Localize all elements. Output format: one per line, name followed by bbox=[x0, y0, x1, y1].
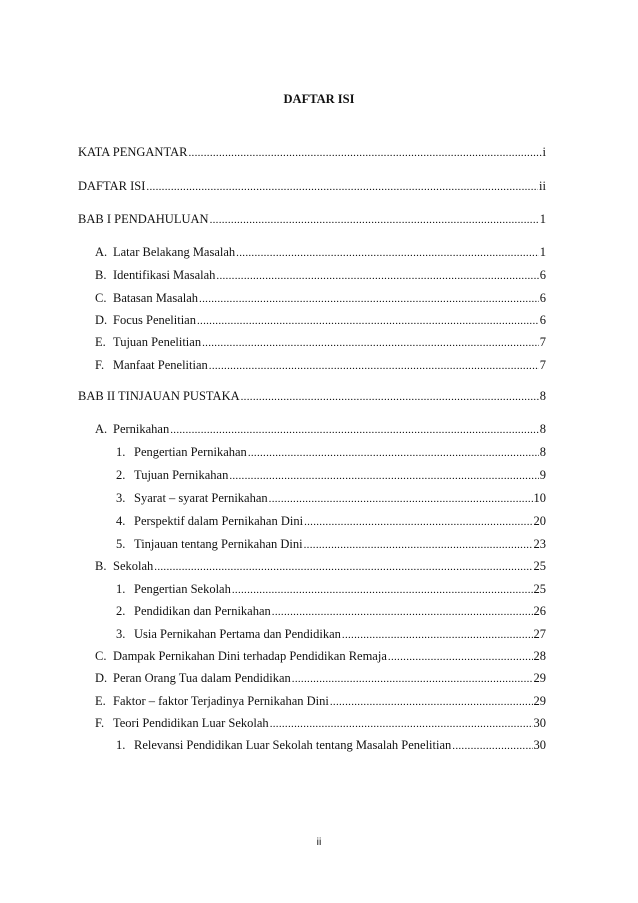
toc-entry-label: Pendidikan dan Pernikahan bbox=[134, 604, 271, 618]
toc-entry-page: 28 bbox=[533, 649, 546, 663]
toc-entry-page: 30 bbox=[533, 716, 546, 730]
page-number: ii bbox=[316, 836, 322, 848]
toc-entry-number: A. bbox=[95, 422, 108, 436]
toc-entry-label: Pernikahan bbox=[113, 422, 170, 436]
toc-entry-number: C. bbox=[95, 291, 107, 305]
toc-entry-label: Latar Belakang Masalah bbox=[113, 245, 236, 259]
toc-dot-leader bbox=[229, 469, 538, 484]
toc-entry-page: 29 bbox=[533, 671, 546, 685]
toc-entry bbox=[116, 491, 546, 507]
toc-dot-leader bbox=[236, 246, 539, 261]
toc-entry-number: 5. bbox=[116, 537, 126, 551]
toc-dot-leader bbox=[209, 359, 539, 374]
toc-entry bbox=[95, 422, 546, 438]
toc-entry-label: Pengertian Sekolah bbox=[134, 582, 231, 596]
toc-entry bbox=[78, 179, 546, 195]
toc-dot-leader bbox=[269, 492, 533, 507]
toc-entry-label: Teori Pendidikan Luar Sekolah bbox=[113, 716, 269, 730]
toc-dot-leader bbox=[197, 314, 539, 329]
toc-entry bbox=[95, 694, 546, 710]
toc-entry bbox=[95, 313, 546, 329]
toc-entry-label: Syarat – syarat Pernikahan bbox=[134, 491, 268, 505]
toc-entry-page: 7 bbox=[539, 335, 546, 349]
toc-dot-leader bbox=[388, 650, 533, 665]
toc-entry-page: 8 bbox=[539, 445, 546, 459]
toc-entry-page: 6 bbox=[539, 313, 546, 327]
toc-entry bbox=[116, 738, 546, 754]
toc-dot-leader bbox=[146, 180, 538, 195]
toc-entry-label: KATA PENGANTAR bbox=[78, 145, 188, 159]
toc-entry-number: 3. bbox=[116, 491, 126, 505]
toc-entry-label: Identifikasi Masalah bbox=[113, 268, 216, 282]
toc-entry-page: 1 bbox=[539, 245, 546, 259]
toc-entry bbox=[116, 604, 546, 620]
toc-entry bbox=[116, 514, 546, 530]
toc-entry-number: C. bbox=[95, 649, 107, 663]
toc-entry-page: 1 bbox=[539, 212, 546, 226]
toc-entry-number: B. bbox=[95, 268, 107, 282]
toc-entry bbox=[116, 537, 546, 553]
toc-entry bbox=[116, 582, 546, 598]
toc-entry-page: 23 bbox=[533, 537, 546, 551]
toc-entry-page: 26 bbox=[533, 604, 546, 618]
toc-entry bbox=[95, 335, 546, 351]
toc-entry bbox=[78, 145, 546, 161]
toc-dot-leader bbox=[216, 269, 538, 284]
toc-entry bbox=[116, 445, 546, 461]
toc-entry-page: 7 bbox=[539, 358, 546, 372]
toc-entry-number: 1. bbox=[116, 738, 126, 752]
toc-dot-leader bbox=[292, 672, 533, 687]
toc-entry-label: BAB II TINJAUAN PUSTAKA bbox=[78, 389, 240, 403]
toc-entry-label: Manfaat Penelitian bbox=[113, 358, 208, 372]
toc-entry bbox=[95, 649, 546, 665]
toc-entry-number: 1. bbox=[116, 445, 126, 459]
toc-entry-page: i bbox=[542, 145, 546, 159]
toc-dot-leader bbox=[232, 583, 533, 598]
toc-entry-page: 6 bbox=[539, 291, 546, 305]
toc-entry-page: ii bbox=[539, 179, 546, 193]
toc-entry-label: Relevansi Pendidikan Luar Sekolah tentang Masalah Penelitian bbox=[134, 738, 452, 752]
toc-entry-number: E. bbox=[95, 335, 106, 349]
toc-dot-leader bbox=[342, 628, 533, 643]
toc-entry-number: 3. bbox=[116, 627, 126, 641]
toc-entry-page: 20 bbox=[533, 514, 546, 528]
toc-entry-label: Dampak Pernikahan Dini terhadap Pendidikan Remaja bbox=[113, 649, 387, 663]
toc-entry-number: 2. bbox=[116, 468, 126, 482]
toc-entry-page: 27 bbox=[533, 627, 546, 641]
toc-entry-label: Focus Penelitian bbox=[113, 313, 196, 327]
toc-dot-leader bbox=[199, 292, 539, 307]
toc-entry-label: Perspektif dalam Pernikahan Dini bbox=[134, 514, 304, 528]
toc-entry bbox=[116, 627, 546, 643]
toc-entry-label: Faktor – faktor Terjadinya Pernikahan Dini bbox=[113, 694, 329, 708]
toc-dot-leader bbox=[272, 605, 533, 620]
toc-dot-leader bbox=[452, 739, 532, 754]
toc-entry-label: Sekolah bbox=[113, 559, 154, 573]
toc-dot-leader bbox=[241, 390, 539, 405]
toc-entry-label: Tinjauan tentang Pernikahan Dini bbox=[134, 537, 303, 551]
toc-entry-label: Peran Orang Tua dalam Pendidikan bbox=[113, 671, 291, 685]
toc-dot-leader bbox=[210, 213, 539, 228]
toc-entry-number: 2. bbox=[116, 604, 126, 618]
toc-entry-label: DAFTAR ISI bbox=[78, 179, 146, 193]
toc-entry bbox=[95, 291, 546, 307]
toc-entry bbox=[95, 245, 546, 261]
toc-dot-leader bbox=[248, 446, 539, 461]
toc-entry-page: 8 bbox=[539, 422, 546, 436]
toc-entry bbox=[78, 389, 546, 405]
toc-entry-number: E. bbox=[95, 694, 106, 708]
toc-entry-page: 9 bbox=[539, 468, 546, 482]
toc-entry-label: BAB I PENDAHULUAN bbox=[78, 212, 209, 226]
toc-entry-page: 25 bbox=[533, 559, 546, 573]
toc-entry-label: Tujuan Pernikahan bbox=[134, 468, 229, 482]
toc-entry-page: 29 bbox=[533, 694, 546, 708]
toc-entry-number: A. bbox=[95, 245, 108, 259]
toc-entry bbox=[95, 671, 546, 687]
toc-entry-number: F. bbox=[95, 358, 105, 372]
toc-entry bbox=[116, 468, 546, 484]
toc-entry bbox=[95, 559, 546, 575]
toc-entry-page: 30 bbox=[533, 738, 546, 752]
toc-entry bbox=[95, 268, 546, 284]
toc-entry bbox=[95, 358, 546, 374]
toc-dot-leader bbox=[202, 336, 539, 351]
toc-entry-number: B. bbox=[95, 559, 107, 573]
toc-entry-label: Batasan Masalah bbox=[113, 291, 199, 305]
toc-entry-page: 25 bbox=[533, 582, 546, 596]
toc-entry-page: 6 bbox=[539, 268, 546, 282]
toc-entry-label: Usia Pernikahan Pertama dan Pendidikan bbox=[134, 627, 341, 641]
toc-dot-leader bbox=[170, 423, 539, 438]
toc-dot-leader bbox=[304, 538, 533, 553]
toc-dot-leader bbox=[154, 560, 532, 575]
toc-entry-number: 4. bbox=[116, 514, 126, 528]
toc-dot-leader bbox=[188, 146, 541, 161]
toc-entry-label: Tujuan Penelitian bbox=[113, 335, 202, 349]
toc-dot-leader bbox=[304, 515, 532, 530]
toc-entry-number: D. bbox=[95, 313, 108, 327]
toc-dot-leader bbox=[330, 695, 533, 710]
toc-entry bbox=[95, 716, 546, 732]
toc-entry bbox=[78, 212, 546, 228]
toc-entry-page: 10 bbox=[533, 491, 546, 505]
toc-dot-leader bbox=[270, 717, 533, 732]
toc-entry-label: Pengertian Pernikahan bbox=[134, 445, 247, 459]
toc-entry-page: 8 bbox=[539, 389, 546, 403]
toc-entry-number: D. bbox=[95, 671, 108, 685]
page-title: DAFTAR ISI bbox=[283, 92, 355, 106]
toc-entry-number: 1. bbox=[116, 582, 126, 596]
toc-entry-number: F. bbox=[95, 716, 105, 730]
